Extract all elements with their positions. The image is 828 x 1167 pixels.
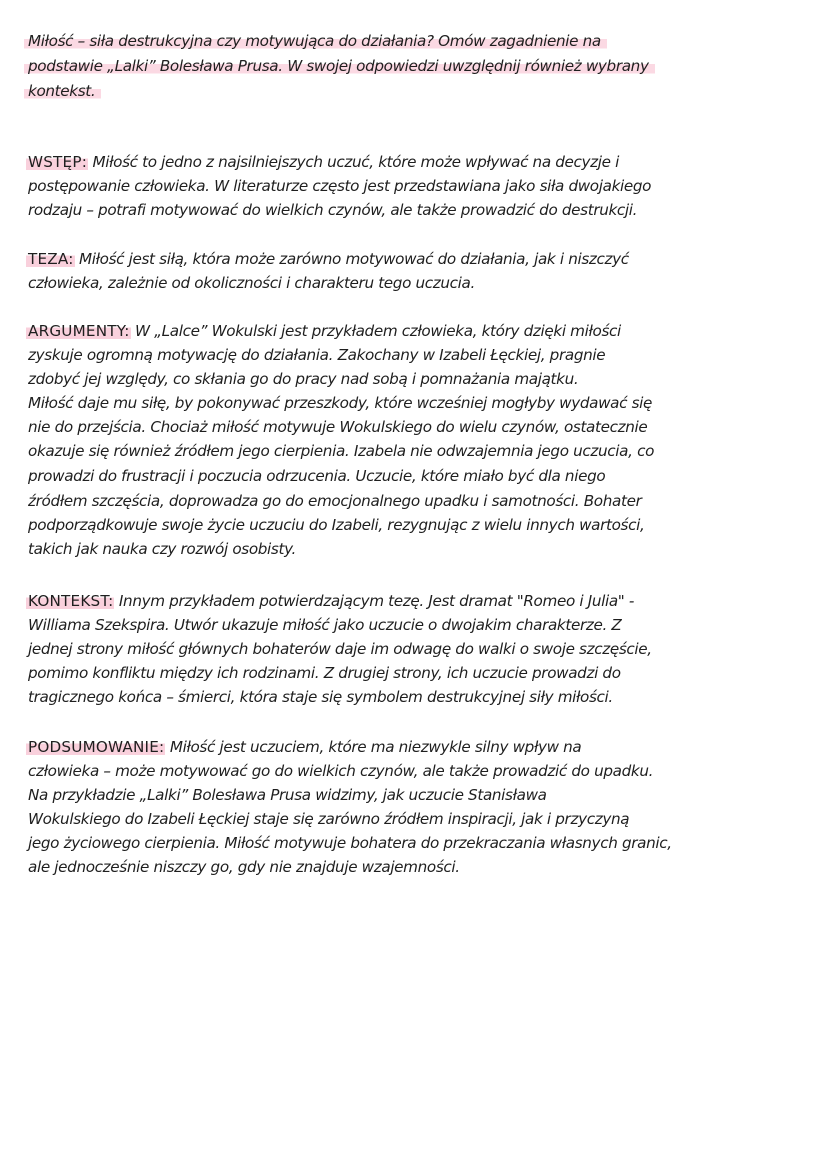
section-line: człowieka, zależnie od okoliczności i charakteru tego uczucia. bbox=[28, 274, 475, 292]
section-line: prowadzi do frustracji i poczucia odrzucenia. Uczucie, które miało być dla niego bbox=[28, 467, 606, 485]
section-line: Na przykładzie „Lalki” Bolesława Prusa widzimy, jak uczucie Stanisława bbox=[28, 786, 547, 804]
question-line bbox=[28, 80, 101, 102]
question-highlight: kontekst. bbox=[24, 82, 101, 100]
section-label: KONTEKST: bbox=[28, 592, 114, 610]
section-line: rodzaju – potrafi motywować do wielkich czynów, ale także prowadzić do destrukcji. bbox=[28, 201, 638, 219]
section-label: TEZA: bbox=[28, 250, 74, 268]
section-text: W „Lalce” Wokulski jest przykładem człowieka, który dzięki miłości bbox=[130, 322, 621, 340]
section-line: jego życiowego cierpienia. Miłość motywuje bohatera do przekraczania własnych granic, bbox=[28, 834, 672, 852]
section-line: człowieka – może motywować go do wielkich czynów, ale także prowadzić do upadku. bbox=[28, 762, 654, 780]
section-line: Miłość daje mu siłę, by pokonywać przeszkody, które wcześniej mogłyby wydawać się bbox=[28, 394, 653, 412]
section-line bbox=[28, 590, 634, 612]
question-line bbox=[28, 55, 655, 77]
question-highlight: podstawie „Lalki” Bolesława Prusa. W swojej odpowiedzi uwzględnij również wybrany bbox=[24, 57, 655, 75]
section-text: Miłość to jedno z najsilniejszych uczuć, które może wpływać na decyzje i bbox=[88, 153, 620, 171]
section-text: Miłość jest uczuciem, które ma niezwykle silny wpływ na bbox=[165, 738, 582, 756]
section-line: podporządkowuje swoje życie uczuciu do Izabeli, rezygnując z wielu innych wartości, bbox=[28, 516, 645, 534]
question-highlight: Miłość – siła destrukcyjna czy motywująca do działania? Omów zagadnienie na bbox=[24, 32, 607, 50]
section-line bbox=[28, 151, 619, 173]
section-label: WSTĘP: bbox=[28, 153, 88, 171]
question-line bbox=[28, 30, 607, 52]
section-line: postępowanie człowieka. W literaturze często jest przedstawiana jako siła dwojakiego bbox=[28, 177, 652, 195]
section-text: Innym przykładem potwierdzającym tezę. Jest dramat "Romeo i Julia" - bbox=[114, 592, 635, 610]
section-label: ARGUMENTY: bbox=[28, 322, 130, 340]
section-line: Wokulskiego do Izabeli Łęckiej staje się zarówno źródłem inspiracji, jak i przyczyną bbox=[28, 810, 630, 828]
section-text: Miłość jest siłą, która może zarówno motywować do działania, jak i niszczyć bbox=[74, 250, 629, 268]
section-line bbox=[28, 320, 621, 342]
section-line: jednej strony miłość głównych bohaterów daje im odwagę do walki o swoje szczęście, bbox=[28, 640, 652, 658]
section-line: nie do przejścia. Chociaż miłość motywuje Wokulskiego do wielu czynów, ostatecznie bbox=[28, 418, 648, 436]
section-line: zyskuje ogromną motywację do działania. Zakochany w Izabeli Łęckiej, pragnie bbox=[28, 346, 606, 364]
section-line: ale jednocześnie niszczy go, gdy nie znajduje wzajemności. bbox=[28, 858, 460, 876]
section-line: Williama Szekspira. Utwór ukazuje miłość jako uczucie o dwojakim charakterze. Z bbox=[28, 616, 622, 634]
section-line bbox=[28, 736, 581, 758]
section-line: tragicznego końca – śmierci, która staje się symbolem destrukcyjnej siły miłości. bbox=[28, 688, 613, 706]
section-label: PODSUMOWANIE: bbox=[28, 738, 165, 756]
section-line: okazuje się również źródłem jego cierpienia. Izabela nie odwzajemnia jego uczucia, co bbox=[28, 442, 655, 460]
section-line: pomimo konfliktu między ich rodzinami. Z drugiej strony, ich uczucie prowadzi do bbox=[28, 664, 621, 682]
section-line: takich jak nauka czy rozwój osobisty. bbox=[28, 540, 297, 558]
section-line: zdobyć jej względy, co skłania go do pracy nad sobą i pomnażania majątku. bbox=[28, 370, 579, 388]
section-line: źródłem szczęścia, doprowadza go do emocjonalnego upadku i samotności. Bohater bbox=[28, 492, 642, 510]
section-line bbox=[28, 248, 629, 270]
